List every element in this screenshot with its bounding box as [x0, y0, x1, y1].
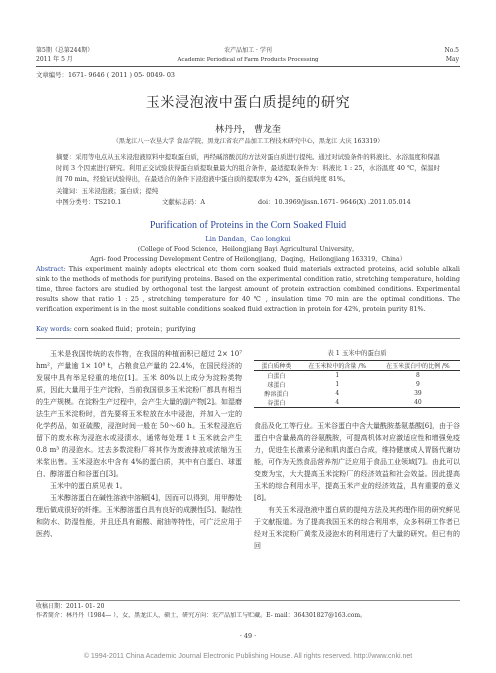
- keywords-en-label: Key words:: [36, 325, 72, 333]
- page-number: · 49 ·: [239, 632, 257, 640]
- abstract-rule: [36, 338, 460, 339]
- body-paragraph: 玉米醇溶蛋白在碱性溶液中溶解[4]，因而可以得到，用甲醇处理后做成很好的纤维。玉米醇溶蛋白具有良好的成膜性[5]、黏结性和防水、防湿性能，并且还具有耐酸、耐油等特性，可广泛应用于医药、: [36, 494, 242, 538]
- table-row: [254, 371, 460, 381]
- header-issue-cn: 第5期（总第244期）: [36, 47, 94, 54]
- header-issue-en: 2011 年 5 月: [36, 56, 73, 63]
- table-cell: 9: [415, 381, 420, 388]
- table-cell: 球蛋白: [267, 382, 286, 389]
- authors: 林丹丹， 曹龙奎: [215, 125, 281, 135]
- authors-en: Lin Dandan，Cao longkui: [205, 235, 291, 243]
- header-journal-cn: 农产品加工 · 学刊: [224, 47, 272, 54]
- clc-number: 中图分类号：TS210.1: [56, 198, 122, 206]
- table-header-cell: 在玉米粒中的含量 /%: [308, 363, 367, 370]
- body-left-column: [36, 348, 242, 540]
- affiliation-en-1: (College of Food Science，Heilongjiang Bayi Agricultural University，: [137, 246, 359, 253]
- keywords-en: [36, 324, 460, 334]
- copyright-footer: © 1994-2011 China Academic Journal Electronic Publishing House. All rights reserved. http://www.cnki.net: [83, 653, 413, 660]
- table-cell: 谷蛋白: [267, 400, 286, 407]
- footnote-rule: [36, 600, 460, 601]
- table-1: [254, 360, 460, 408]
- page-title: 玉米浸泡液中蛋白质提纯的研究: [145, 95, 351, 111]
- table-1-caption: 表 1 玉米中的蛋白质: [327, 349, 387, 357]
- affiliation: （黑龙江八一农垦大学 食品学院，黑龙江省农产品加工工程技术研究中心，黑龙江 大庆 163319）: [112, 138, 384, 145]
- keywords-en-text: corn soaked fluid；protein；purifying: [73, 325, 196, 333]
- header-no: No.5: [444, 47, 459, 54]
- header-month: May: [445, 56, 459, 63]
- doi: doi：10.3969/jissn.1671- 9646(X) .2011.05.014: [258, 198, 411, 206]
- header-rule: [36, 66, 460, 67]
- table-header-cell: 在玉米蛋白中的比例 /%: [386, 363, 450, 370]
- body-paragraph: 玉米是我国传统的农作物，在我国的种植面积已超过 2× 10⁷ hm²，产量逾 1× 10⁸ t，占粮食总产量的 22.4%，在国民经济的发展中具有举足轻重的地位[1]。玉米 80%以上成分为淀粉类物质，因此大量用于生产淀粉，当前我国很多玉米淀粉厂都具有相当的生产规模。在淀粉生产过程中，会产生大量的副产物[2]。如湿磨法生产玉米淀粉时，首先要将玉米粒放在水中浸泡，并加入一定的化学药品，如亚硫酸，浸泡时间一般在 50～60 h。玉米粒浸泡后留下的废水称为浸泡水或浸渍水，通常每处理 1 t 玉米就会产生 0.8 m³ 的浸泡水。过去多数淀粉厂将其作为废液排放或浓缩为玉米浆出售。玉米浸泡水中含有 4%的蛋白质，其中有白蛋白、球蛋白、醇溶蛋白和谷蛋白[3]。: [36, 350, 242, 478]
- footnote-author: 作者简介：林丹丹（1984— ），女，黑龙江人，硕士，研究方向：农产品加工与贮藏。E- mail：364301827@163.com。: [36, 612, 367, 619]
- table-row: [254, 398, 460, 408]
- abstract-en: [36, 264, 460, 314]
- abstract-cn: 摘要：采用等电点从玉米浸泡液原料中提取蛋白质，再经碱溶酸沉的方法对蛋白质进行提纯。通过对试验条件的料液比、水浴温度和保温时间 3 个因素进行研究。利用正交试验获得蛋白质提取量最大的组合条件，最适提取条件为：料液比 1 : 25，水浴温度 40 ℃，保温时间 70 min。经验证试验得出，在最适合的条件下浸泡液中蛋白质的提取率为 42%，蛋白质纯度 81%。: [56, 153, 440, 183]
- table-cell: 39: [414, 390, 422, 397]
- abstract-en-text: This experiment mainly adopts electrical etc thom corn soaked fluid materials extracted proteins, acid soluble alkali sink to the methods of methods for purifying proteins. Based on the experimental condition ratio, stretching temperature, holding time, three factors are studied by orthogonal test the largest amount of protein extraction combined conditions. Experimental results show that ratio 1 : 25 , stretching temperature for 40 ℃ , insulation time 70 min are the optimal conditions. The verification experiment is in the most suitable conditions soaked fluid extraction in protein for 42%, protein purity 81%.: [36, 265, 460, 313]
- body-paragraph: 玉米中的蛋白质见表 1。: [50, 482, 127, 490]
- table-1-wrap: [254, 360, 460, 408]
- affiliation-en-2: Agri- food Processing Development Centre of Heilongjiang，Daqing，Heilongjiang 163319，China）: [90, 256, 406, 263]
- body-right-column: [254, 420, 460, 552]
- doc-code: 文献标志码：A: [162, 198, 205, 206]
- header-journal-en: Academic Periodical of Farm Products Processing: [177, 57, 319, 63]
- footnote-received: 收稿日期：2011- 01- 20: [36, 603, 105, 610]
- table-header-row: [254, 361, 460, 371]
- table-cell: 白蛋白: [267, 373, 286, 380]
- table-header-cell: 蛋白质种类: [261, 363, 292, 370]
- table-cell: 4: [335, 390, 340, 397]
- table-row: [254, 389, 460, 398]
- article-number: 文章编号：1671- 9646 ( 2011 ) 05- 0049- 03: [36, 71, 175, 79]
- title-en: Purification of Proteins in the Corn Soaked Fluid: [149, 220, 347, 231]
- table-cell: 1: [335, 372, 340, 379]
- body-paragraph: 有关玉米浸泡液中蛋白质的提纯方法及其药理作用的研究鲜见于文献报道。为了提高我国玉米的综合利用率，众多科研工作者已经对玉米淀粉厂黄浆及浸泡水的利用进行了大量的研究。但已有的回: [254, 506, 460, 550]
- table-cell: 40: [414, 399, 422, 406]
- abstract-en-label: Abstract:: [36, 265, 66, 273]
- table-row: [254, 380, 460, 389]
- table-cell: 醇溶蛋白: [264, 391, 289, 398]
- table-cell: 8: [415, 372, 420, 379]
- table-cell: 4: [335, 399, 340, 406]
- body-paragraph: 食品及化工等行业。玉米谷蛋白中含大量酰胺基氨基酸[6]，由于谷蛋白中含量最高的谷氨酰胺，可提高机体对应激适应性和增强免疫力，促进生长激素分泌和肌肉蛋白合成，维持健康成人胃肠代谢功能，可作为天然食品营养剂广泛应用于食品工业领域[7]。由此可以变废为宝，大大提高玉米淀粉厂的经济效益和社会效益。因此提高玉米的综合利用水平，提高玉米产业的经济效益，具有重要的意义[8]。: [254, 422, 460, 502]
- keywords-cn: 关键词：玉米浸泡液；蛋白质；提纯: [56, 187, 159, 195]
- table-cell: 1: [335, 381, 340, 388]
